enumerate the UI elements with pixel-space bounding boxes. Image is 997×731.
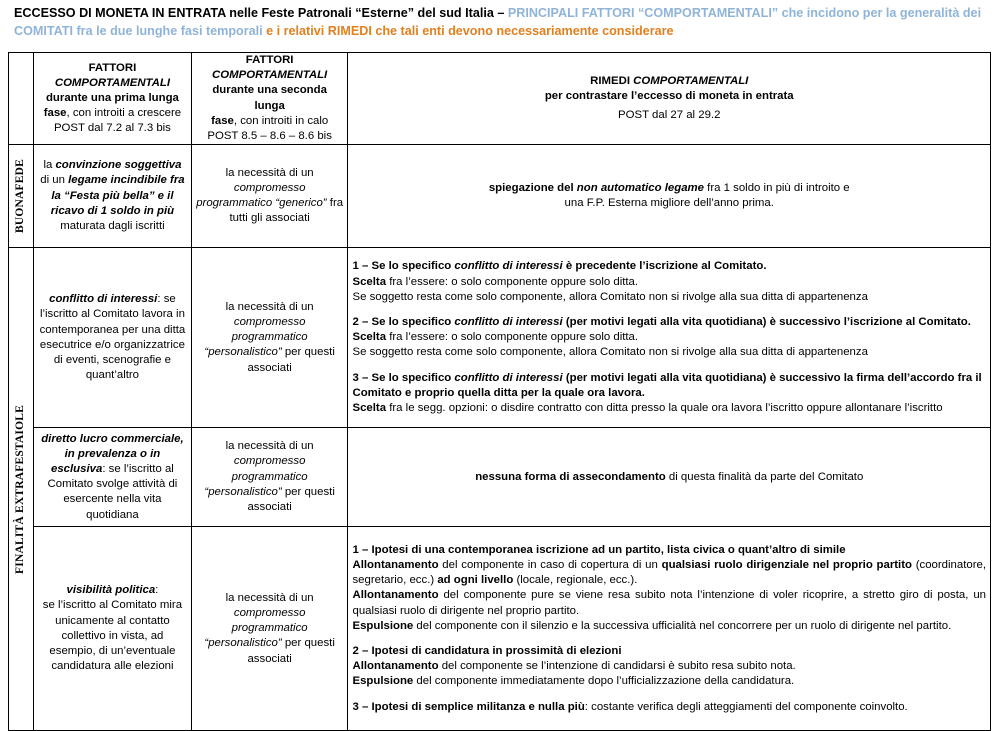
header-row bbox=[9, 53, 991, 145]
lucro-remedy: nessuna forma di assecondamento di questa finalità da parte del Comitato bbox=[348, 428, 991, 527]
buonafede-label: BUONAFEDE bbox=[14, 159, 27, 234]
buonafede-first-phase: la convinzione soggettiva di un legame incindibile fra la “Festa più bella” e il ricavo di 1 soldo in più maturata dagli iscritti bbox=[34, 145, 192, 248]
buonafede-second-phase: la necessità di un compromesso programmatico “generico” fra tutti gli associati bbox=[191, 145, 348, 248]
conflitto-first-phase: conflitto di interessi: se l’iscritto al Comitato lavora in contemporanea per una ditta esecutrice e/o organizzatrice di eventi, scenografie e quant’altro bbox=[34, 248, 192, 428]
lucro-second-phase: la necessità di un compromesso programmatico “personalistico” per questi associati bbox=[191, 428, 348, 527]
row-lucro bbox=[9, 428, 991, 527]
header-empty-cell bbox=[9, 53, 34, 145]
row-visibilita bbox=[9, 527, 991, 731]
finalita-label-cell bbox=[9, 248, 34, 731]
visibilita-remedy: 1 – Ipotesi di una contemporanea iscrizione ad un partito, lista civica o quant’altro di simile Allontanamento del componente in caso di copertura di un qualsiasi ruolo dirigenziale nel proprio partito (coordinatore, segretario, ecc.) ad ogni livello (locale, regionale, ecc.). Allontanamento del componente pure se viene resa subito nota l’intenzione di voler ricoprire, a stretto giro di posta, un qualsiasi ruolo di dirigente nel proprio partito. Espulsione del componente con il silenzio e la successiva ufficialità nel concorrere per un ruolo di dirigente nel partito. 2 – Ipotesi di candidatura in prossimità di elezioni Allontanamento del componente se l’intenzione di candidarsi è subito resa subito nota. Espulsione del componente immediatamente dopo l’ufficializzazione della candidatura. 3 – Ipotesi di semplice militanza e nulla più: costante verifica degli atteggiamenti del componente coinvolto. bbox=[348, 527, 991, 731]
conflitto-second-phase: la necessità di un compromesso programmatico “personalistico” per questi associati bbox=[191, 248, 348, 428]
visibilita-first-phase: visibilità politica: se l’iscritto al Comitato mira unicamente al contatto collettivo in vista, ad esempio, di un’eventuale candidatura alle elezioni bbox=[34, 527, 192, 731]
factors-table bbox=[8, 52, 991, 731]
buonafede-label-cell bbox=[9, 145, 34, 248]
document-title: ECCESSO DI MONETA IN ENTRATA nelle Feste Patronali “Esterne” del sud Italia – PRINCIPALI FATTORI “COMPORTAMENTALI” che incidono per la generalità dei COMITATI fra le due lunghe fasi temporali e i relativi RIMEDI che tali enti devono necessariamente considerare bbox=[14, 6, 982, 38]
header-col-remedies: RIMEDI COMPORTAMENTALI per contrastare l’eccesso di moneta in entrata POST dal 27 al 29.2 bbox=[348, 53, 991, 145]
lucro-first-phase: diretto lucro commerciale, in prevalenza o in esclusiva: se l’iscritto al Comitato svolge attività di esercente nella vita quotidiana bbox=[34, 428, 192, 527]
visibilita-second-phase: la necessità di un compromesso programmatico “personalistico” per questi associati bbox=[191, 527, 348, 731]
finalita-label: FINALITÀ EXTRAFESTAIOLE bbox=[14, 404, 27, 574]
header-col-second-phase: FATTORI COMPORTAMENTALI durante una seconda lunga fase, con introiti in calo POST 8.5 – 8.6 – 8.6 bis bbox=[191, 53, 348, 145]
row-conflitto bbox=[9, 248, 991, 428]
conflitto-remedy: 1 – Se lo specifico conflitto di interessi è precedente l’iscrizione al Comitato. Scelta fra l’essere: o solo componente oppure solo ditta. Se soggetto resta come solo componente, allora Comitato non si rivolge alla sua ditta di appartenenza 2 – Se lo specifico conflitto di interessi (per motivi legati alla vita quotidiana) è successivo l’iscrizione al Comitato. Scelta fra l’essere: o solo componente oppure solo ditta. Se soggetto resta come solo componente, allora Comitato non si rivolge alla sua ditta di appartenenza 3 – Se lo specifico conflitto di interessi (per motivi legati alla vita quotidiana) è successivo la firma dell’accordo fra il Comitato e proprio quella ditta per la quale ora lavora. Scelta fra le segg. opzioni: o disdire contratto con ditta presso la quale ora lavora l’iscritto oppure allontanare l’iscritto bbox=[348, 248, 991, 428]
buonafede-remedy: spiegazione del non automatico legame fra 1 soldo in più di introito e una F.P. Esterna migliore dell’anno prima. bbox=[348, 145, 991, 248]
header-col-first-phase: FATTORI COMPORTAMENTALI durante una prima lunga fase, con introiti a crescere POST dal 7.2 al 7.3 bis bbox=[34, 53, 192, 145]
row-buonafede bbox=[9, 145, 991, 248]
